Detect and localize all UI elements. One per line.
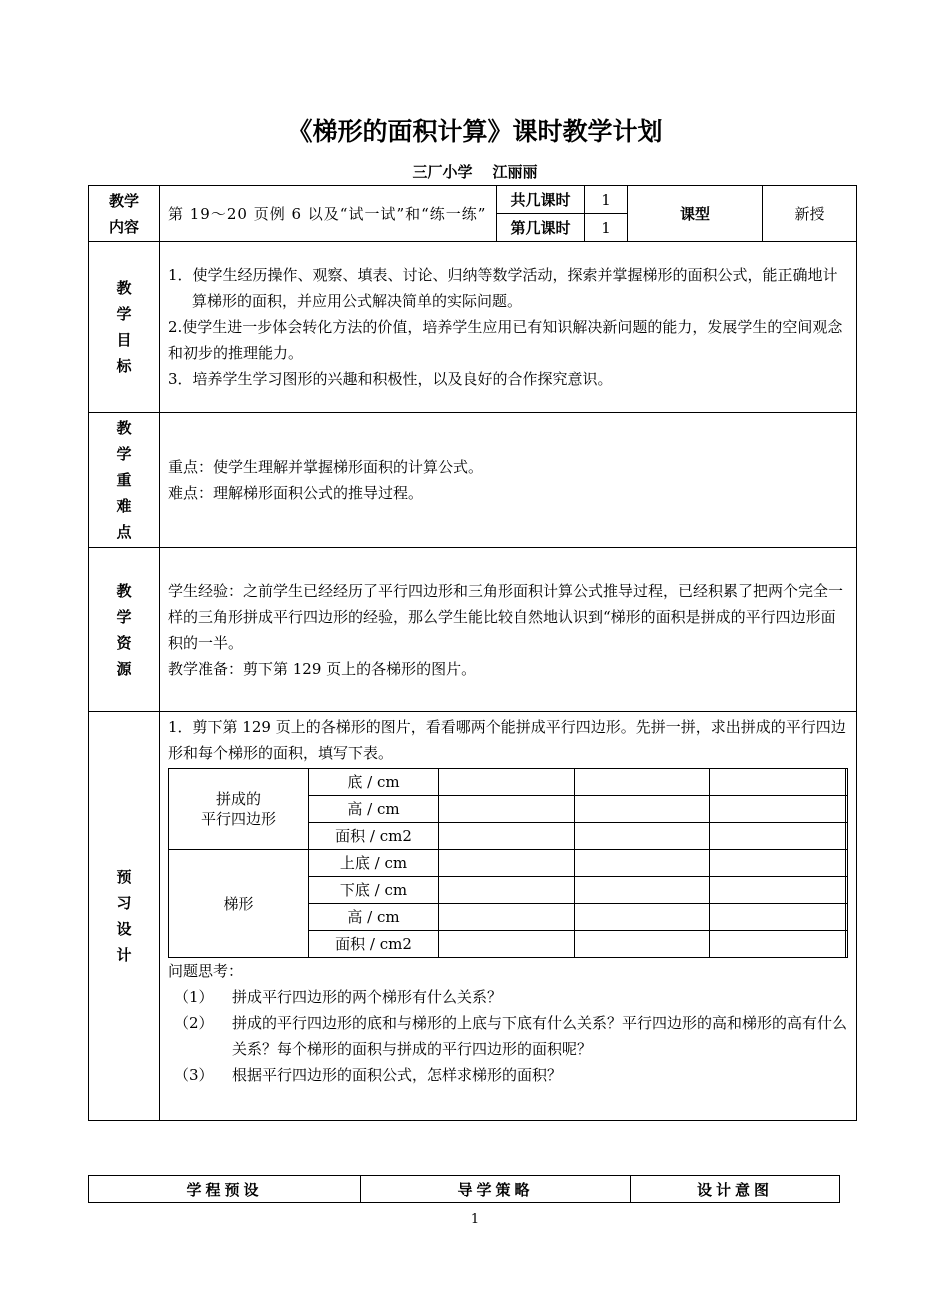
- blank-cell[interactable]: [439, 796, 575, 823]
- questions-title: 问题思考：: [168, 962, 244, 980]
- blank-cell[interactable]: [439, 931, 575, 958]
- blank-cell[interactable]: [575, 850, 710, 877]
- blank-cell[interactable]: [846, 877, 848, 904]
- lesson-number-value: 1: [585, 214, 628, 242]
- blank-cell[interactable]: [575, 823, 710, 850]
- blank-cell[interactable]: [710, 931, 846, 958]
- row-label: 面积 / cm2: [309, 823, 439, 850]
- row-label: 底 / cm: [309, 769, 439, 796]
- blank-cell[interactable]: [439, 877, 575, 904]
- blank-cell[interactable]: [575, 931, 710, 958]
- group-parallelogram: 拼成的 平行四边形: [169, 769, 309, 850]
- question-item: （3） 根据平行四边形的面积公式，怎样求梯形的面积？: [174, 1066, 563, 1084]
- blank-cell[interactable]: [575, 904, 710, 931]
- blank-cell[interactable]: [846, 823, 848, 850]
- preview-content: [160, 712, 857, 1121]
- preview-intro: 1．剪下第 129 页上的各梯形的图片，看看哪两个能拼成平行四边形。先拼一拼，求出拼成的平行四边形和每个梯形的面积，填写下表。: [168, 718, 846, 762]
- blank-cell[interactable]: [710, 904, 846, 931]
- key-points-content: [160, 413, 857, 548]
- goals-content: [160, 242, 857, 413]
- goal-item: 1．使学生经历操作、观察、填表、讨论、归纳等数学活动，探索并掌握梯形的面积公式，能正确地计算梯形的面积，并应用公式解决简单的实际问题。: [168, 266, 838, 310]
- total-lessons-label: 共几课时: [497, 186, 585, 214]
- resources-label: 教 学 资 源: [89, 548, 160, 712]
- lesson-type-label: 课型: [628, 186, 763, 242]
- blank-cell[interactable]: [710, 850, 846, 877]
- blank-cell[interactable]: [439, 850, 575, 877]
- blank-cell[interactable]: [846, 850, 848, 877]
- blank-cell[interactable]: [575, 769, 710, 796]
- process-preset-header: 学程预设: [89, 1176, 361, 1203]
- page-title: 《梯形的面积计算》课时教学计划: [287, 117, 663, 146]
- question-item: （2） 拼成的平行四边形的底和与梯形的上底与下底有什么关系？平行四边形的高和梯形的高有什么关系？每个梯形的面积与拼成的平行四边形的面积呢？: [174, 1014, 848, 1058]
- blank-cell[interactable]: [846, 904, 848, 931]
- group-trapezoid: 梯形: [169, 850, 309, 958]
- page-number: 1: [470, 1212, 480, 1227]
- process-header-table: [88, 1175, 840, 1203]
- goal-item: 3．培养学生学习图形的兴趣和积极性，以及良好的合作探究意识。: [168, 370, 613, 388]
- lesson-plan-table: [88, 185, 857, 1121]
- blank-cell[interactable]: [710, 877, 846, 904]
- author-line: [0, 160, 950, 184]
- row-label: 下底 / cm: [309, 877, 439, 904]
- preview-label: 预 习 设 计: [89, 712, 160, 1121]
- blank-cell[interactable]: [846, 769, 848, 796]
- student-experience: 学生经验：之前学生已经经历了平行四边形和三角形面积计算公式推导过程，已经积累了把两个完全一样的三角形拼成平行四边形的经验，那么学生能比较自然地认识到“梯形的面积是拼成的平行四边形面积的一半。: [168, 581, 844, 652]
- total-lessons-value: 1: [585, 186, 628, 214]
- goals-label: 教 学 目 标: [89, 242, 160, 413]
- goal-item: 2.使学生进一步体会转化方法的价值，培养学生应用已有知识解决新问题的能力，发展学生的空间观念和初步的推理能力。: [168, 318, 843, 362]
- focus-text: 重点：使学生理解并掌握梯形面积的计算公式。: [168, 458, 484, 476]
- row-label: 高 / cm: [309, 796, 439, 823]
- content-label: 教学 内容: [89, 186, 160, 242]
- blank-cell[interactable]: [846, 796, 848, 823]
- row-label: 面积 / cm2: [309, 931, 439, 958]
- key-points-label: 教 学 重 难 点: [89, 413, 160, 548]
- blank-cell[interactable]: [710, 823, 846, 850]
- teacher-name: 江丽丽: [492, 163, 538, 181]
- row-label: 上底 / cm: [309, 850, 439, 877]
- blank-cell[interactable]: [710, 769, 846, 796]
- design-intent-header: 设计意图: [631, 1176, 840, 1203]
- content-text: 第 19～20 页例 6 以及“试一试”和“练一练”: [160, 186, 497, 242]
- guide-strategy-header: 导学策略: [361, 1176, 631, 1203]
- blank-cell[interactable]: [439, 769, 575, 796]
- blank-cell[interactable]: [846, 931, 848, 958]
- school-name: 三厂小学: [412, 163, 473, 181]
- teaching-preparation: 教学准备：剪下第 129 页上的各梯形的图片。: [168, 659, 477, 678]
- lesson-number-label: 第几课时: [497, 214, 585, 242]
- blank-cell[interactable]: [439, 904, 575, 931]
- question-item: （1） 拼成平行四边形的两个梯形有什么关系？: [174, 988, 503, 1006]
- row-label: 高 / cm: [309, 904, 439, 931]
- resources-content: [160, 548, 857, 712]
- fill-in-table: [168, 768, 848, 958]
- lesson-type-value: 新授: [763, 186, 857, 242]
- blank-cell[interactable]: [575, 796, 710, 823]
- blank-cell[interactable]: [439, 823, 575, 850]
- blank-cell[interactable]: [710, 796, 846, 823]
- blank-cell[interactable]: [575, 877, 710, 904]
- difficulty-text: 难点：理解梯形面积公式的推导过程。: [168, 484, 424, 502]
